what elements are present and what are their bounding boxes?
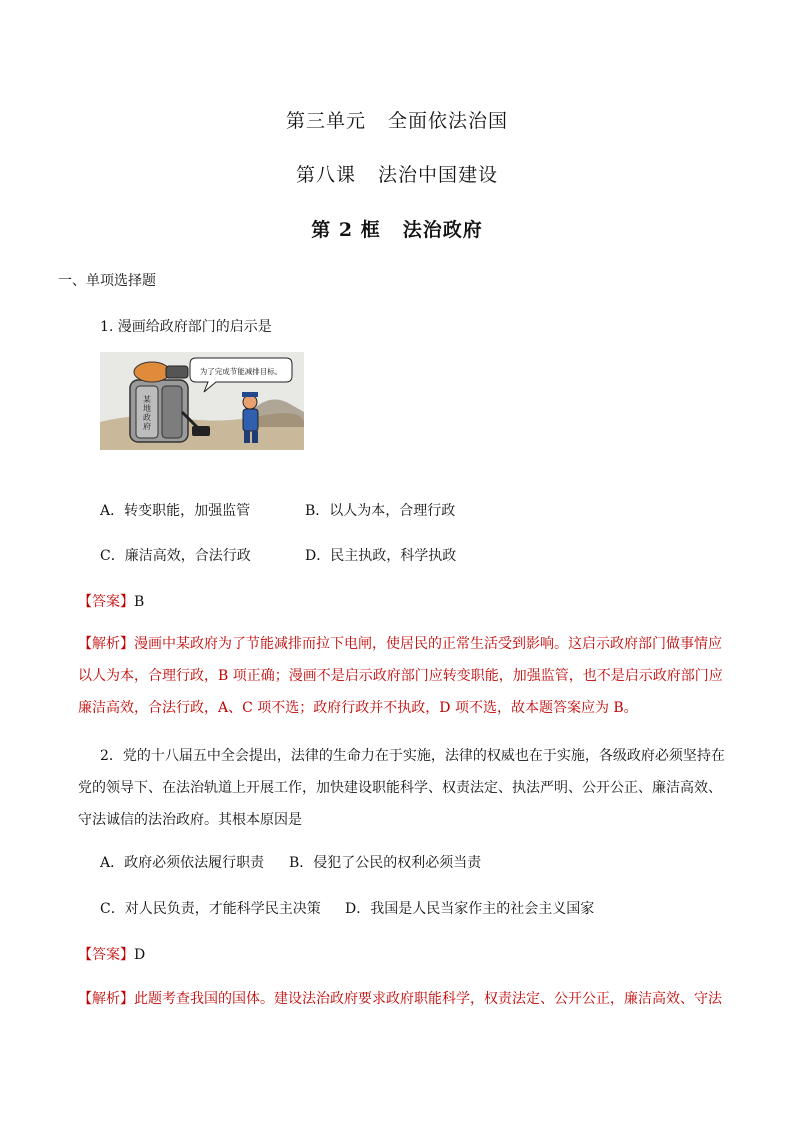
q1-answer-label: 【答案】	[78, 594, 134, 610]
unit-heading	[0, 106, 794, 133]
cartoon-sign-text: 某地政府	[143, 395, 151, 431]
q2-explain-text: 此题考查我国的国体。建设法治政府要求政府职能科学，权责法定、公开公正，廉洁高效、守法	[134, 991, 722, 1007]
cartoon-illustration	[100, 352, 304, 450]
lesson-number: 第八课	[295, 164, 356, 186]
lesson-heading	[0, 160, 794, 187]
unit-title: 全面依法治国	[388, 110, 509, 132]
q2-option-d: D．我国是人民当家作主的社会主义国家	[345, 901, 595, 917]
cartoon-bubble-text: 为了完成节能减排目标。	[199, 367, 283, 376]
q2-answer	[78, 944, 145, 964]
frame-number: 第 2 框	[311, 219, 381, 241]
q1-option-c: C．廉洁高效，合法行政	[100, 548, 251, 564]
q1-explanation	[78, 628, 728, 724]
frame-heading	[0, 215, 794, 242]
q1-explain-label: 【解析】	[78, 636, 134, 652]
q2-explain-label: 【解析】	[78, 991, 134, 1007]
q1-answer-value: B	[134, 594, 145, 610]
unit-number: 第三单元	[285, 110, 366, 132]
lesson-title: 法治中国建设	[378, 164, 499, 186]
q2-explanation	[78, 983, 728, 1015]
q1-explain-text: 漫画中某政府为了节能减排而拉下电闸，使居民的正常生活受到影响。这启示政府部门做事情应以人为本，合理行政，B 项正确；漫画不是启示政府部门应转变职能，加强监管，也不是启示政府部门应廉洁高效，合法行政，A、C 项不选；政府行政并不执政，D 项不选，故本题答案应为 B。	[78, 636, 723, 716]
q2-answer-value: D	[134, 947, 146, 963]
q2-answer-label: 【答案】	[78, 947, 134, 963]
question-1-stem: 1. 漫画给政府部门的启示是	[100, 319, 272, 335]
question-2-stem: 2．党的十八届五中全会提出，法律的生命力在于实施，法律的权威也在于实施，各级政府必须坚持在党的领导下、在法治轨道上开展工作，加快建设职能科学、权责法定、执法严明、公开公正、廉洁高效、守法诚信的法治政府。其根本原因是	[78, 748, 725, 828]
q1-option-a: A．转变职能，加强监管	[100, 503, 251, 519]
q2-option-b: B．侵犯了公民的权利必须当责	[289, 855, 482, 871]
frame-title: 法治政府	[402, 219, 483, 241]
section-heading: 一、单项选择题	[58, 273, 156, 289]
q2-option-c: C．对人民负责，才能科学民主决策	[100, 901, 321, 917]
q2-option-a: A．政府必须依法履行职责	[100, 855, 265, 871]
q1-option-d: D．民主执政，科学执政	[305, 548, 457, 564]
q1-answer	[78, 591, 144, 611]
q1-option-b: B．以人为本，合理行政	[305, 503, 456, 519]
